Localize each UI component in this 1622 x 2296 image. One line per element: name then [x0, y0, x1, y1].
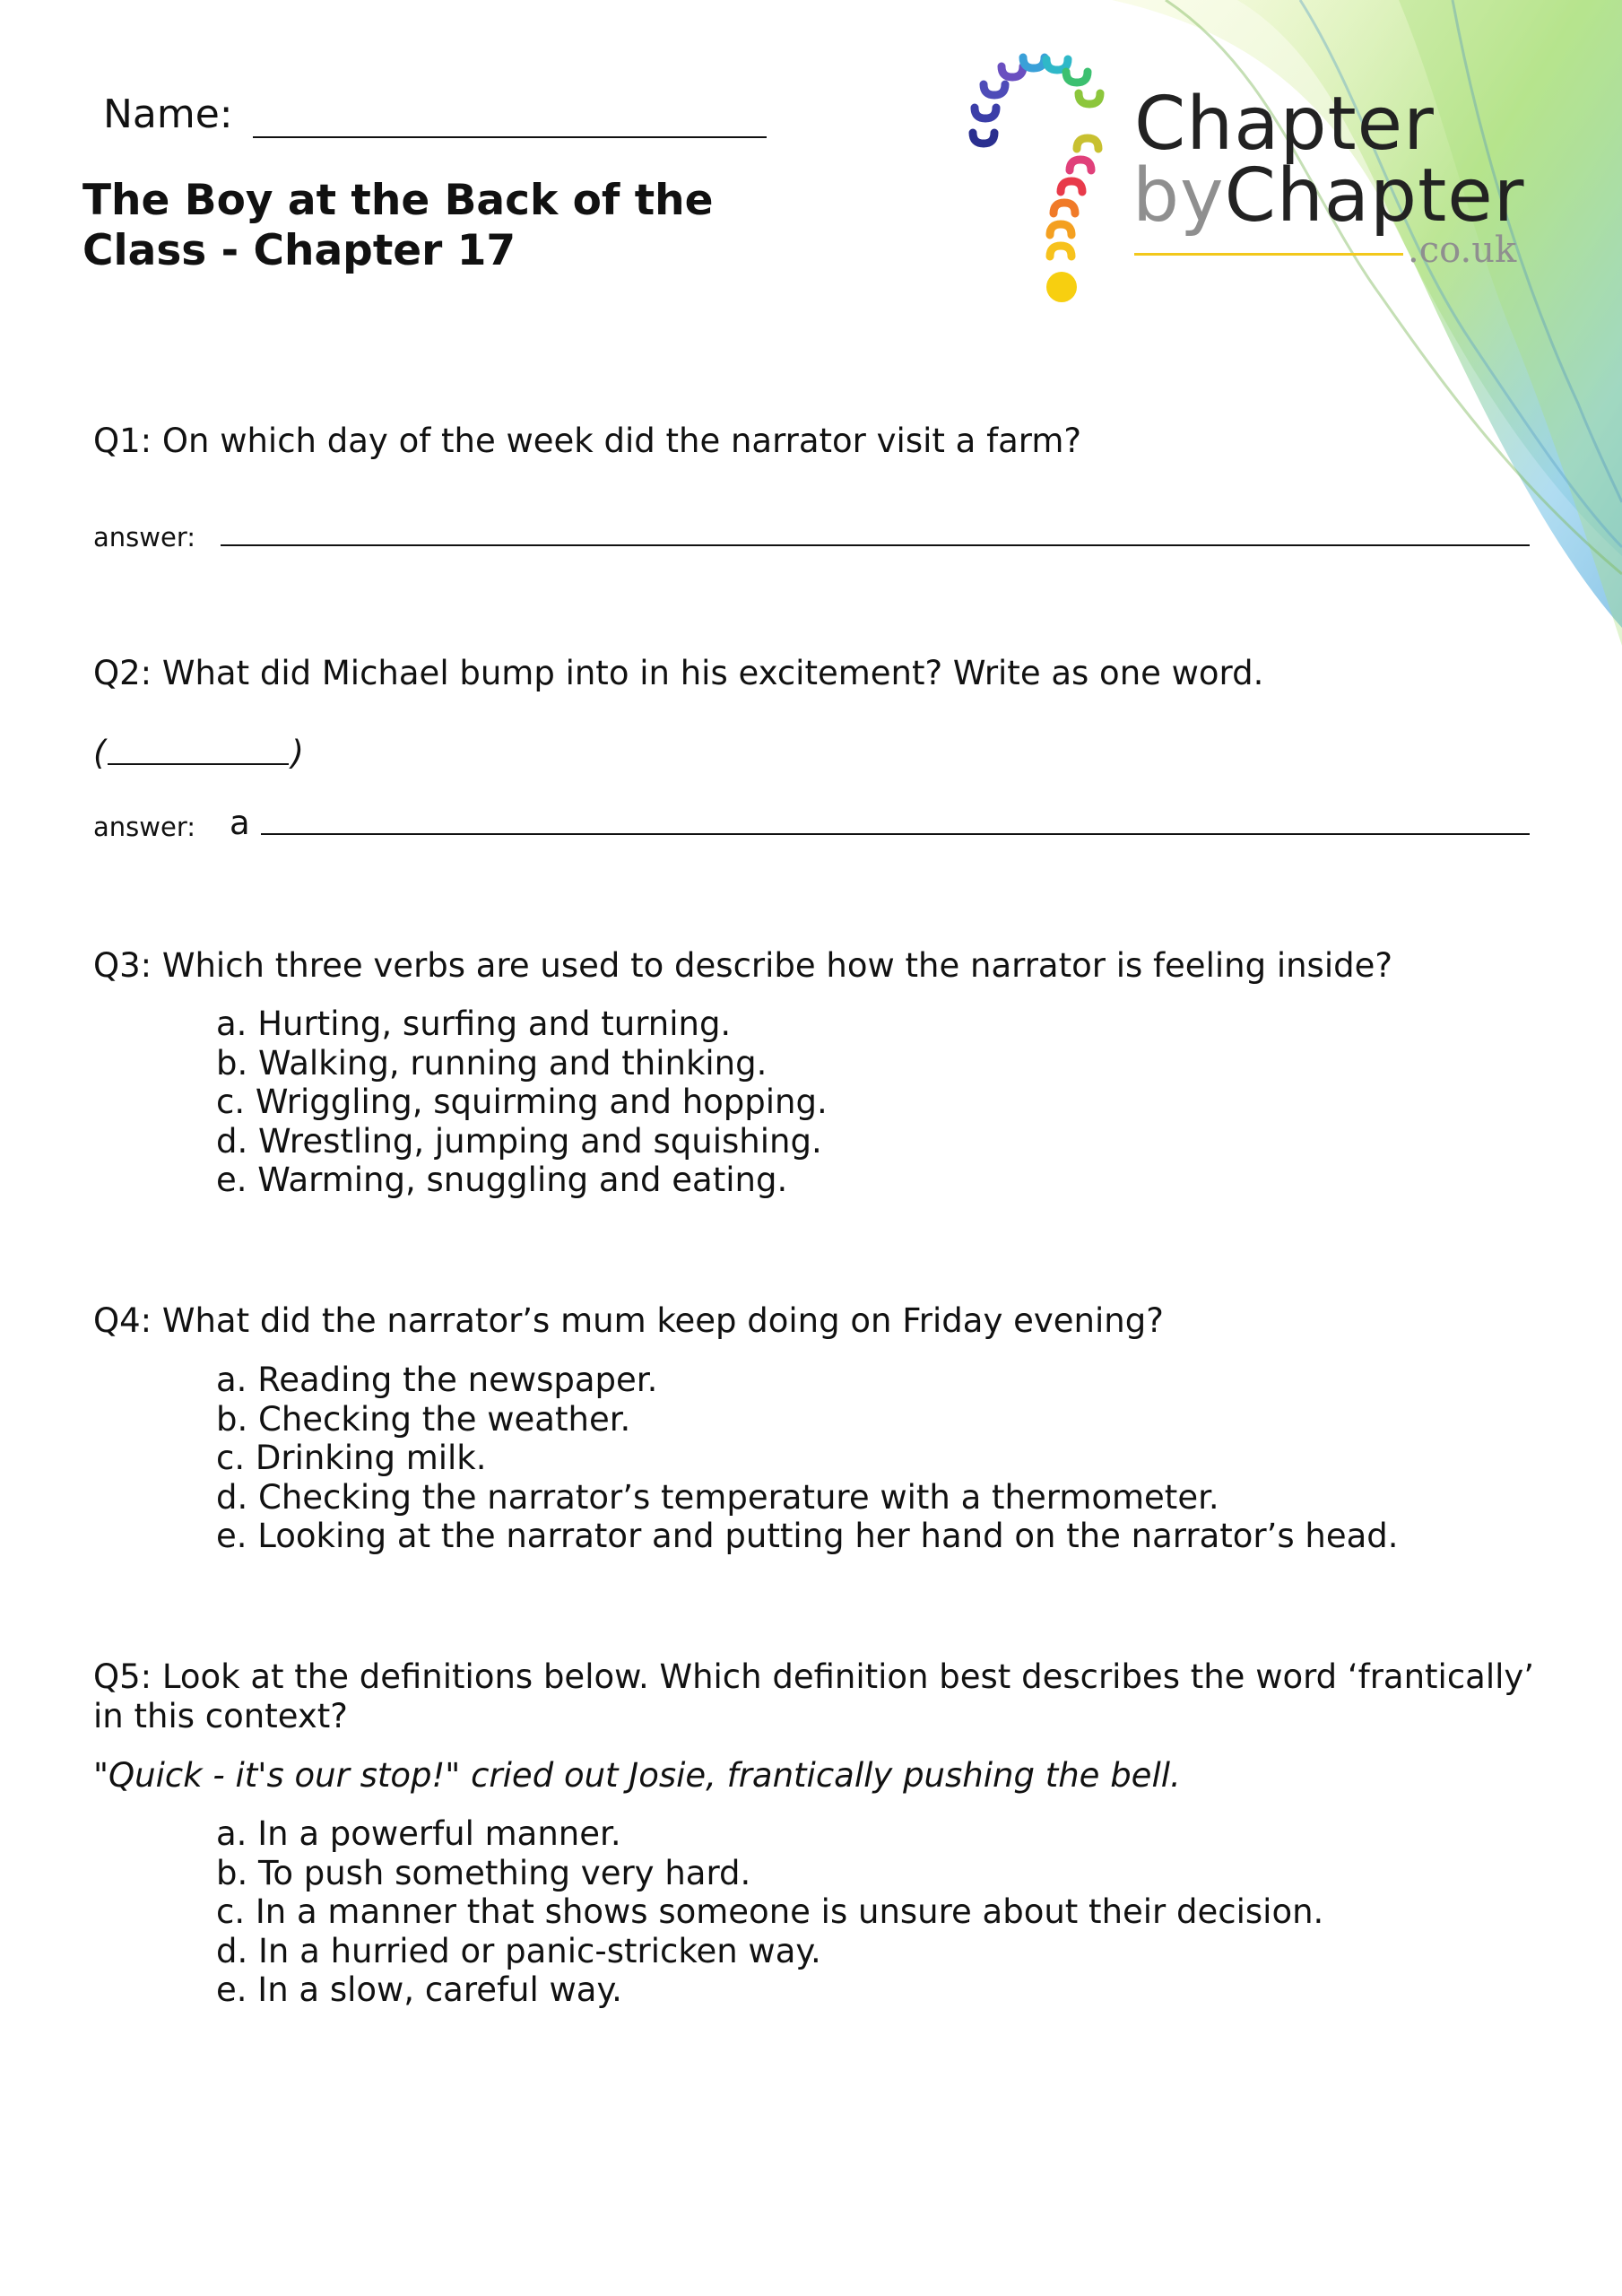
question-3-options [216, 1004, 828, 1200]
question-4-option-c[interactable]: c. Drinking milk. [216, 1439, 487, 1477]
question-3-option-a[interactable]: a. Hurting, surfing and turning. [216, 1004, 732, 1043]
book-arc-logo-icon [964, 52, 1125, 312]
question-3-option-c[interactable]: c. Wriggling, squirming and hopping. [216, 1083, 828, 1121]
question-2-answer-prefix: a [230, 804, 250, 842]
blank-line [108, 763, 289, 765]
question-3-text: Q3: Which three verbs are used to describe how the narrator is feeling inside? [93, 946, 1392, 985]
logo-underline [1134, 253, 1403, 256]
question-4-text: Q4: What did the narrator’s mum keep doing on Friday evening? [93, 1301, 1164, 1340]
question-4-option-e[interactable]: e. Looking at the narrator and putting her hand on the narrator’s head. [216, 1517, 1399, 1555]
question-5-option-e[interactable]: e. In a slow, careful way. [216, 1970, 622, 2009]
question-1-answer-field[interactable] [221, 544, 1530, 546]
question-1-answer-label: answer: [93, 522, 196, 552]
blank-open-paren: ( [93, 734, 107, 772]
question-4-option-b[interactable]: b. Checking the weather. [216, 1399, 631, 1439]
question-1-text: Q1: On which day of the week did the narrator visit a farm? [93, 422, 1082, 460]
logo-text-by-chapter [1132, 153, 1525, 239]
question-5-option-c[interactable]: c. In a manner that shows someone is unsure about their decision. [216, 1892, 1324, 1931]
question-4-options [216, 1361, 1399, 1556]
question-5-option-d[interactable]: d. In a hurried or panic-stricken way. [216, 1931, 821, 1970]
question-5-option-a[interactable]: a. In a powerful manner. [216, 1814, 621, 1853]
page-title: The Boy at the Back of the Class - Chapter 17 [82, 176, 714, 275]
question-3-option-d[interactable]: d. Wrestling, jumping and squishing. [216, 1121, 822, 1161]
blank-close-paren: ) [291, 734, 304, 772]
question-2-blank-hint [93, 734, 304, 772]
question-3-option-e[interactable]: e. Warming, snuggling and eating. [216, 1161, 788, 1199]
logo-text-chapter: Chapter [1134, 82, 1435, 167]
question-4-option-d[interactable]: d. Checking the narrator’s temperature with a thermometer. [216, 1477, 1219, 1517]
question-2-text: Q2: What did Michael bump into in his excitement? Write as one word. [93, 654, 1264, 692]
question-4-option-a[interactable]: a. Reading the newspaper. [216, 1361, 658, 1399]
logo-text-by: by [1132, 153, 1225, 239]
question-5-text-line-2: in this context? [93, 1697, 348, 1735]
question-5-quote: "Quick - it's our stop!" cried out Josie, frantically pushing the bell. [93, 1756, 1181, 1795]
logo-text-chapter-2: Chapter [1224, 153, 1525, 239]
question-5-options [216, 1814, 1323, 2010]
name-field[interactable] [253, 136, 767, 138]
name-label: Name: [103, 91, 233, 137]
question-2-answer-label: answer: [93, 812, 196, 842]
question-2-answer-field[interactable] [261, 833, 1530, 835]
logo-domain: .co.uk [1408, 230, 1517, 271]
question-5-option-b[interactable]: b. To push something very hard. [216, 1853, 751, 1892]
question-3-option-b[interactable]: b. Walking, running and thinking. [216, 1043, 768, 1083]
question-5-text-line-1: Q5: Look at the definitions below. Which definition best describes the word ‘frantically’ [93, 1657, 1535, 1696]
